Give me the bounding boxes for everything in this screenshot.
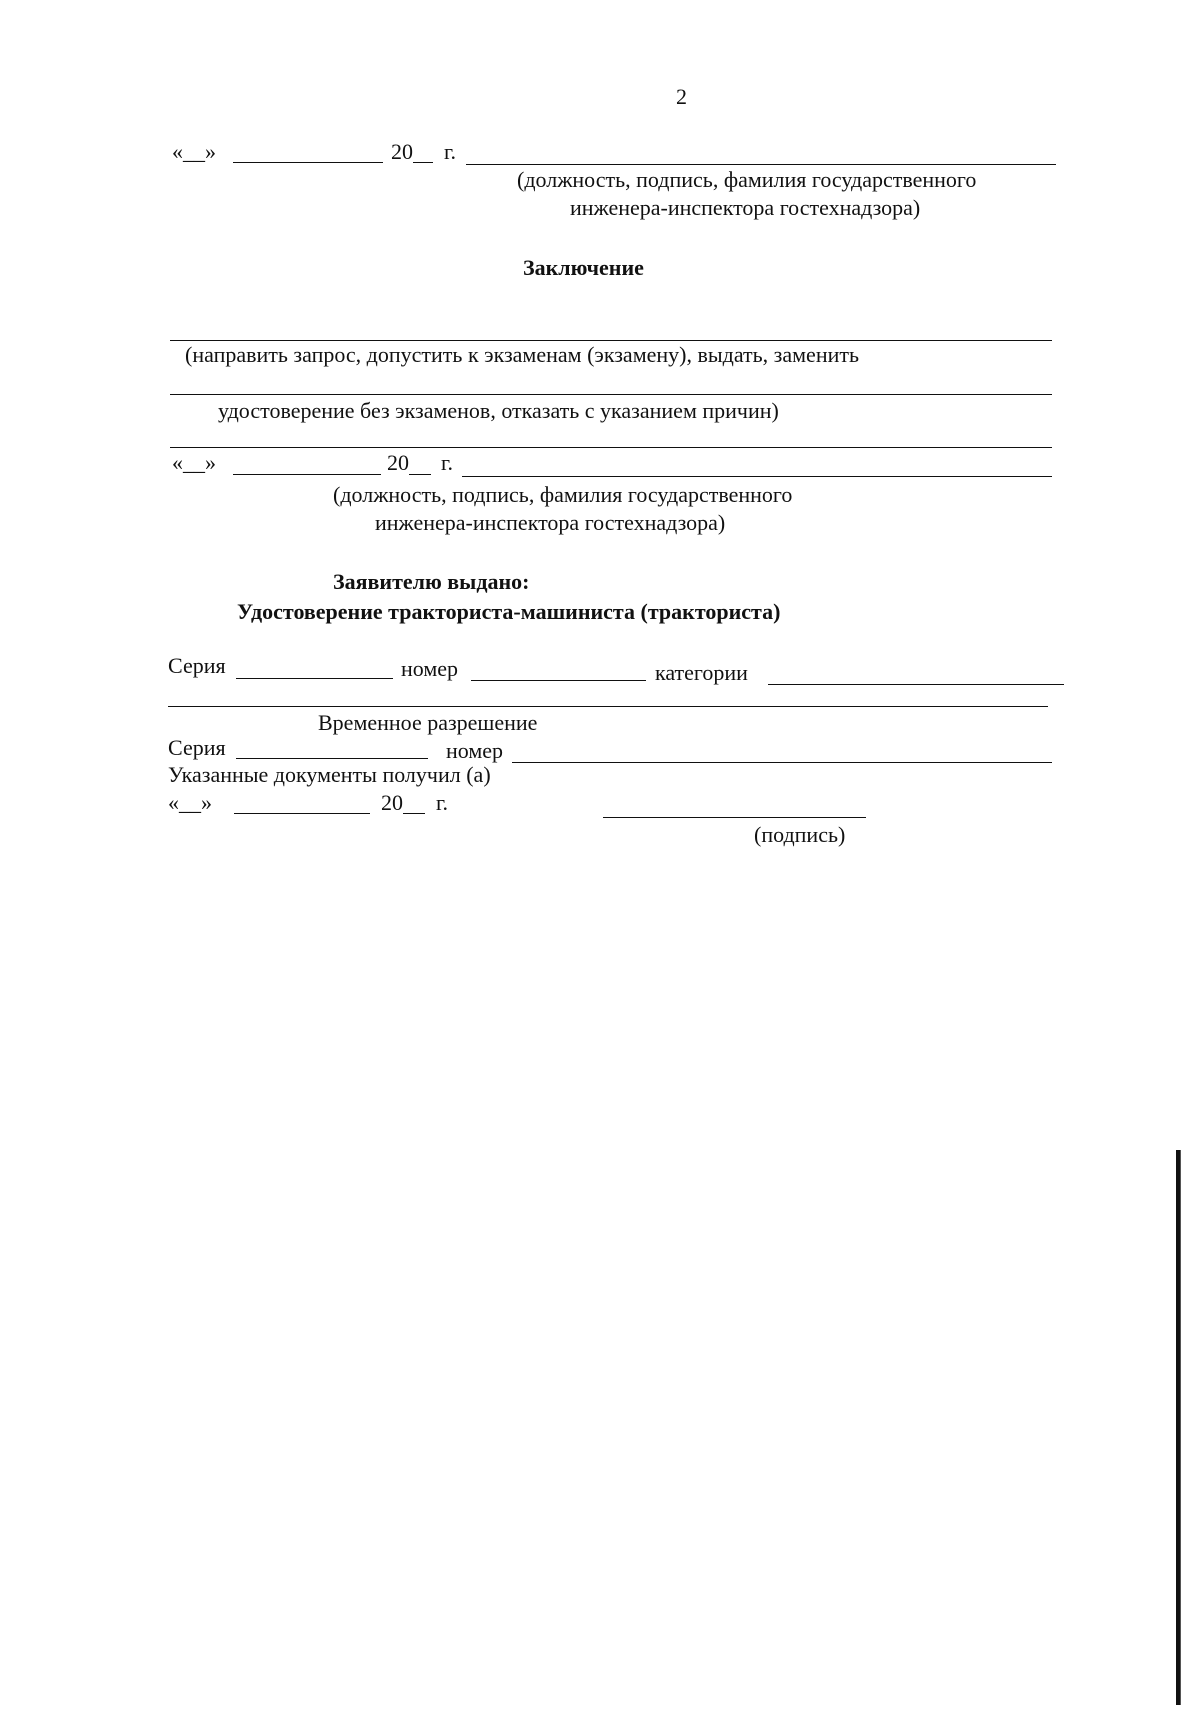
date-year-suffix: г.: [441, 450, 454, 475]
inspector-signature-line: [466, 164, 1056, 165]
inspector-caption-line: инженера-инспектора гостехнадзора): [375, 510, 726, 535]
series-label: Серия: [168, 653, 226, 678]
conclusion-hint-line: (направить запрос, допустить к экзаменам (экзамену), выдать, заменить: [185, 342, 860, 367]
date-year-prefix: 20: [381, 790, 403, 815]
page-number: 2: [676, 84, 687, 109]
number-label: номер: [401, 656, 459, 681]
categories-label: категории: [655, 660, 748, 685]
issued-title: Заявителю выдано:: [333, 569, 530, 594]
inspector-caption-line: (должность, подпись, фамилия государственного: [333, 482, 793, 507]
conclusion-fill-line: [170, 394, 1052, 395]
applicant-signature-line: [603, 817, 866, 818]
signature-caption: (подпись): [754, 822, 846, 847]
inspector-caption-line: (должность, подпись, фамилия государственного: [517, 167, 977, 192]
scan-edge-mark: [1180, 1150, 1181, 1705]
date-year-suffix: г.: [436, 790, 449, 815]
conclusion-fill-line: [170, 447, 1052, 448]
date-month-blank: [234, 813, 370, 814]
conclusion-title: Заключение: [523, 255, 644, 280]
date-year-prefix: 20: [391, 139, 413, 164]
date-year-blank: [403, 813, 425, 814]
series-label: Серия: [168, 735, 226, 760]
categories-blank: [768, 684, 1064, 685]
date-day-quote: «__»: [168, 790, 212, 815]
date-day-quote: «__»: [172, 139, 216, 164]
date-year-prefix: 20: [387, 450, 409, 475]
date-year-suffix: г.: [444, 139, 457, 164]
date-year-blank: [413, 162, 433, 163]
conclusion-fill-line: [170, 340, 1052, 341]
inspector-signature-line: [462, 476, 1052, 477]
series-blank: [236, 678, 393, 679]
number-blank: [471, 680, 646, 681]
inspector-caption-line: инженера-инспектора гостехнадзора): [570, 195, 921, 220]
series-blank: [236, 758, 428, 759]
categories-continuation-line: [168, 706, 1048, 707]
date-month-blank: [233, 474, 381, 475]
conclusion-hint-line: удостоверение без экзаменов, отказать с указанием причин): [218, 398, 779, 423]
temp-permit-label: Временное разрешение: [318, 710, 538, 735]
issued-subtitle: Удостоверение тракториста-машиниста (тракториста): [237, 599, 781, 624]
number-label: номер: [446, 738, 504, 763]
number-blank: [512, 762, 1052, 763]
date-year-blank: [409, 474, 431, 475]
date-day-quote: «__»: [172, 450, 216, 475]
received-label: Указанные документы получил (а): [168, 762, 491, 787]
date-month-blank: [233, 162, 383, 163]
